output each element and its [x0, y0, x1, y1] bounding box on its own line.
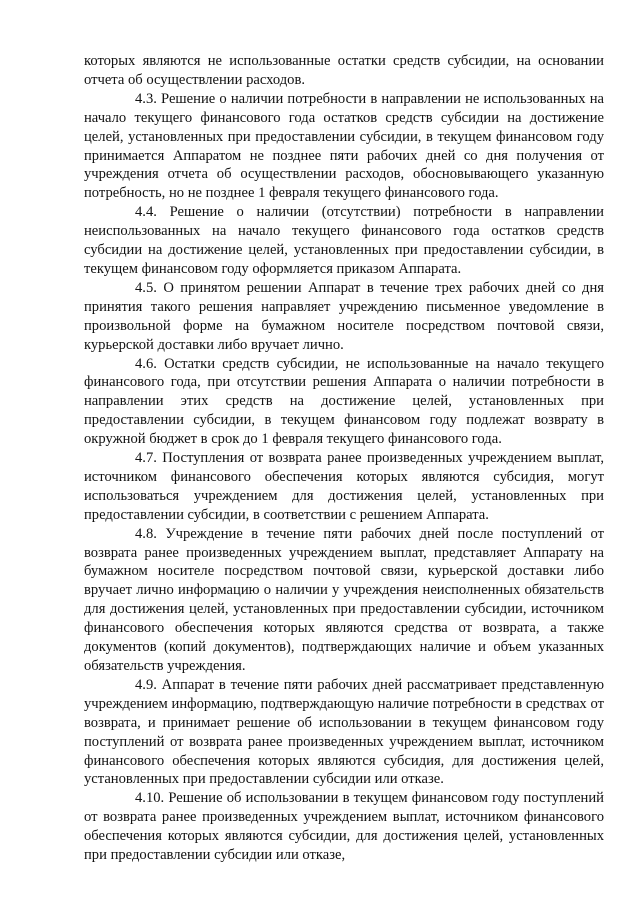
paragraph-4-7: 4.7. Поступления от возврата ранее произведенных учреждением выплат, источником финансового обеспечения которых являются субсидия, могут использоваться учреждением для достижения целей, установленных при предоставлении субсидии, в соответствии с решением Аппарата.: [84, 450, 604, 523]
paragraph-4-5: 4.5. О принятом решении Аппарат в течение трех рабочих дней со дня принятия такого решения направляет учреждению письменное уведомление в произвольной форме на бумажном носителе посредством почтовой связи, курьерской доставки либо вручает лично.: [84, 279, 604, 353]
paragraph-continuation: которых являются не использованные остатки средств субсидии, на основании отчета об осуществлении расходов.: [84, 53, 604, 88]
paragraph-4-9: 4.9. Аппарат в течение пяти рабочих дней рассматривает представленную учреждением информацию, подтверждающую наличие потребности в средствах от возврата, и принимает решение об использовании в текущем финансовом году поступлений от возврата ранее произведенных учреждением выплат, источником финансового обеспечения которых являются субсидия, для достижения целей, установленных при предоставлении субсидии или отказе.: [84, 676, 604, 788]
paragraph-4-10: 4.10. Решение об использовании в текущем финансовом году поступлений от возврата ранее произведенных учреждением выплат, источником финансового обеспечения которых являются субсидии, для достижения целей, установленных при предоставлении субсидии или отказе,: [84, 790, 604, 864]
document-page: [84, 52, 604, 865]
paragraph-4-3: 4.3. Решение о наличии потребности в направлении не использованных на начало текущего финансового года остатков средств субсидии на достижение целей, установленных при предоставлении субсидии, в текущем финансовом году принимается Аппаратом не позднее пяти рабочих дней со дня получения от учреждения отчета об осуществлении расходов, обосновывающего указанную потребность, но не позднее 1 февраля текущего финансового года.: [84, 90, 604, 202]
paragraph-4-6: 4.6. Остатки средств субсидии, не использованные на начало текущего финансового года, при отсутствии решения Аппарата о наличии потребности в направлении этих средств на достижение целей, установленных при предоставлении субсидии, в текущем финансовом году подлежат возврату в окружной бюджет в срок до 1 февраля текущего финансового года.: [84, 355, 604, 448]
paragraph-4-4: 4.4. Решение о наличии (отсутствии) потребности в направлении неиспользованных на начало текущего финансового года остатков средств субсидии на достижение целей, установленных при предоставлении субсидии, в текущем финансовом году оформляется приказом Аппарата.: [84, 204, 604, 277]
paragraph-4-8: 4.8. Учреждение в течение пяти рабочих дней после поступлений от возврата ранее произведенных учреждением выплат, представляет Аппарату на бумажном носителе посредством почтовой связи, курьерской доставки либо вручает лично информацию о наличии у учреждения неисполненных обязательств для достижения целей, установленных при предоставлении субсидии, источником финансового обеспечения которых являются средства от возврата, а также документов (копий документов), подтверждающих наличие и объем указанных обязательств учреждения.: [84, 525, 604, 674]
